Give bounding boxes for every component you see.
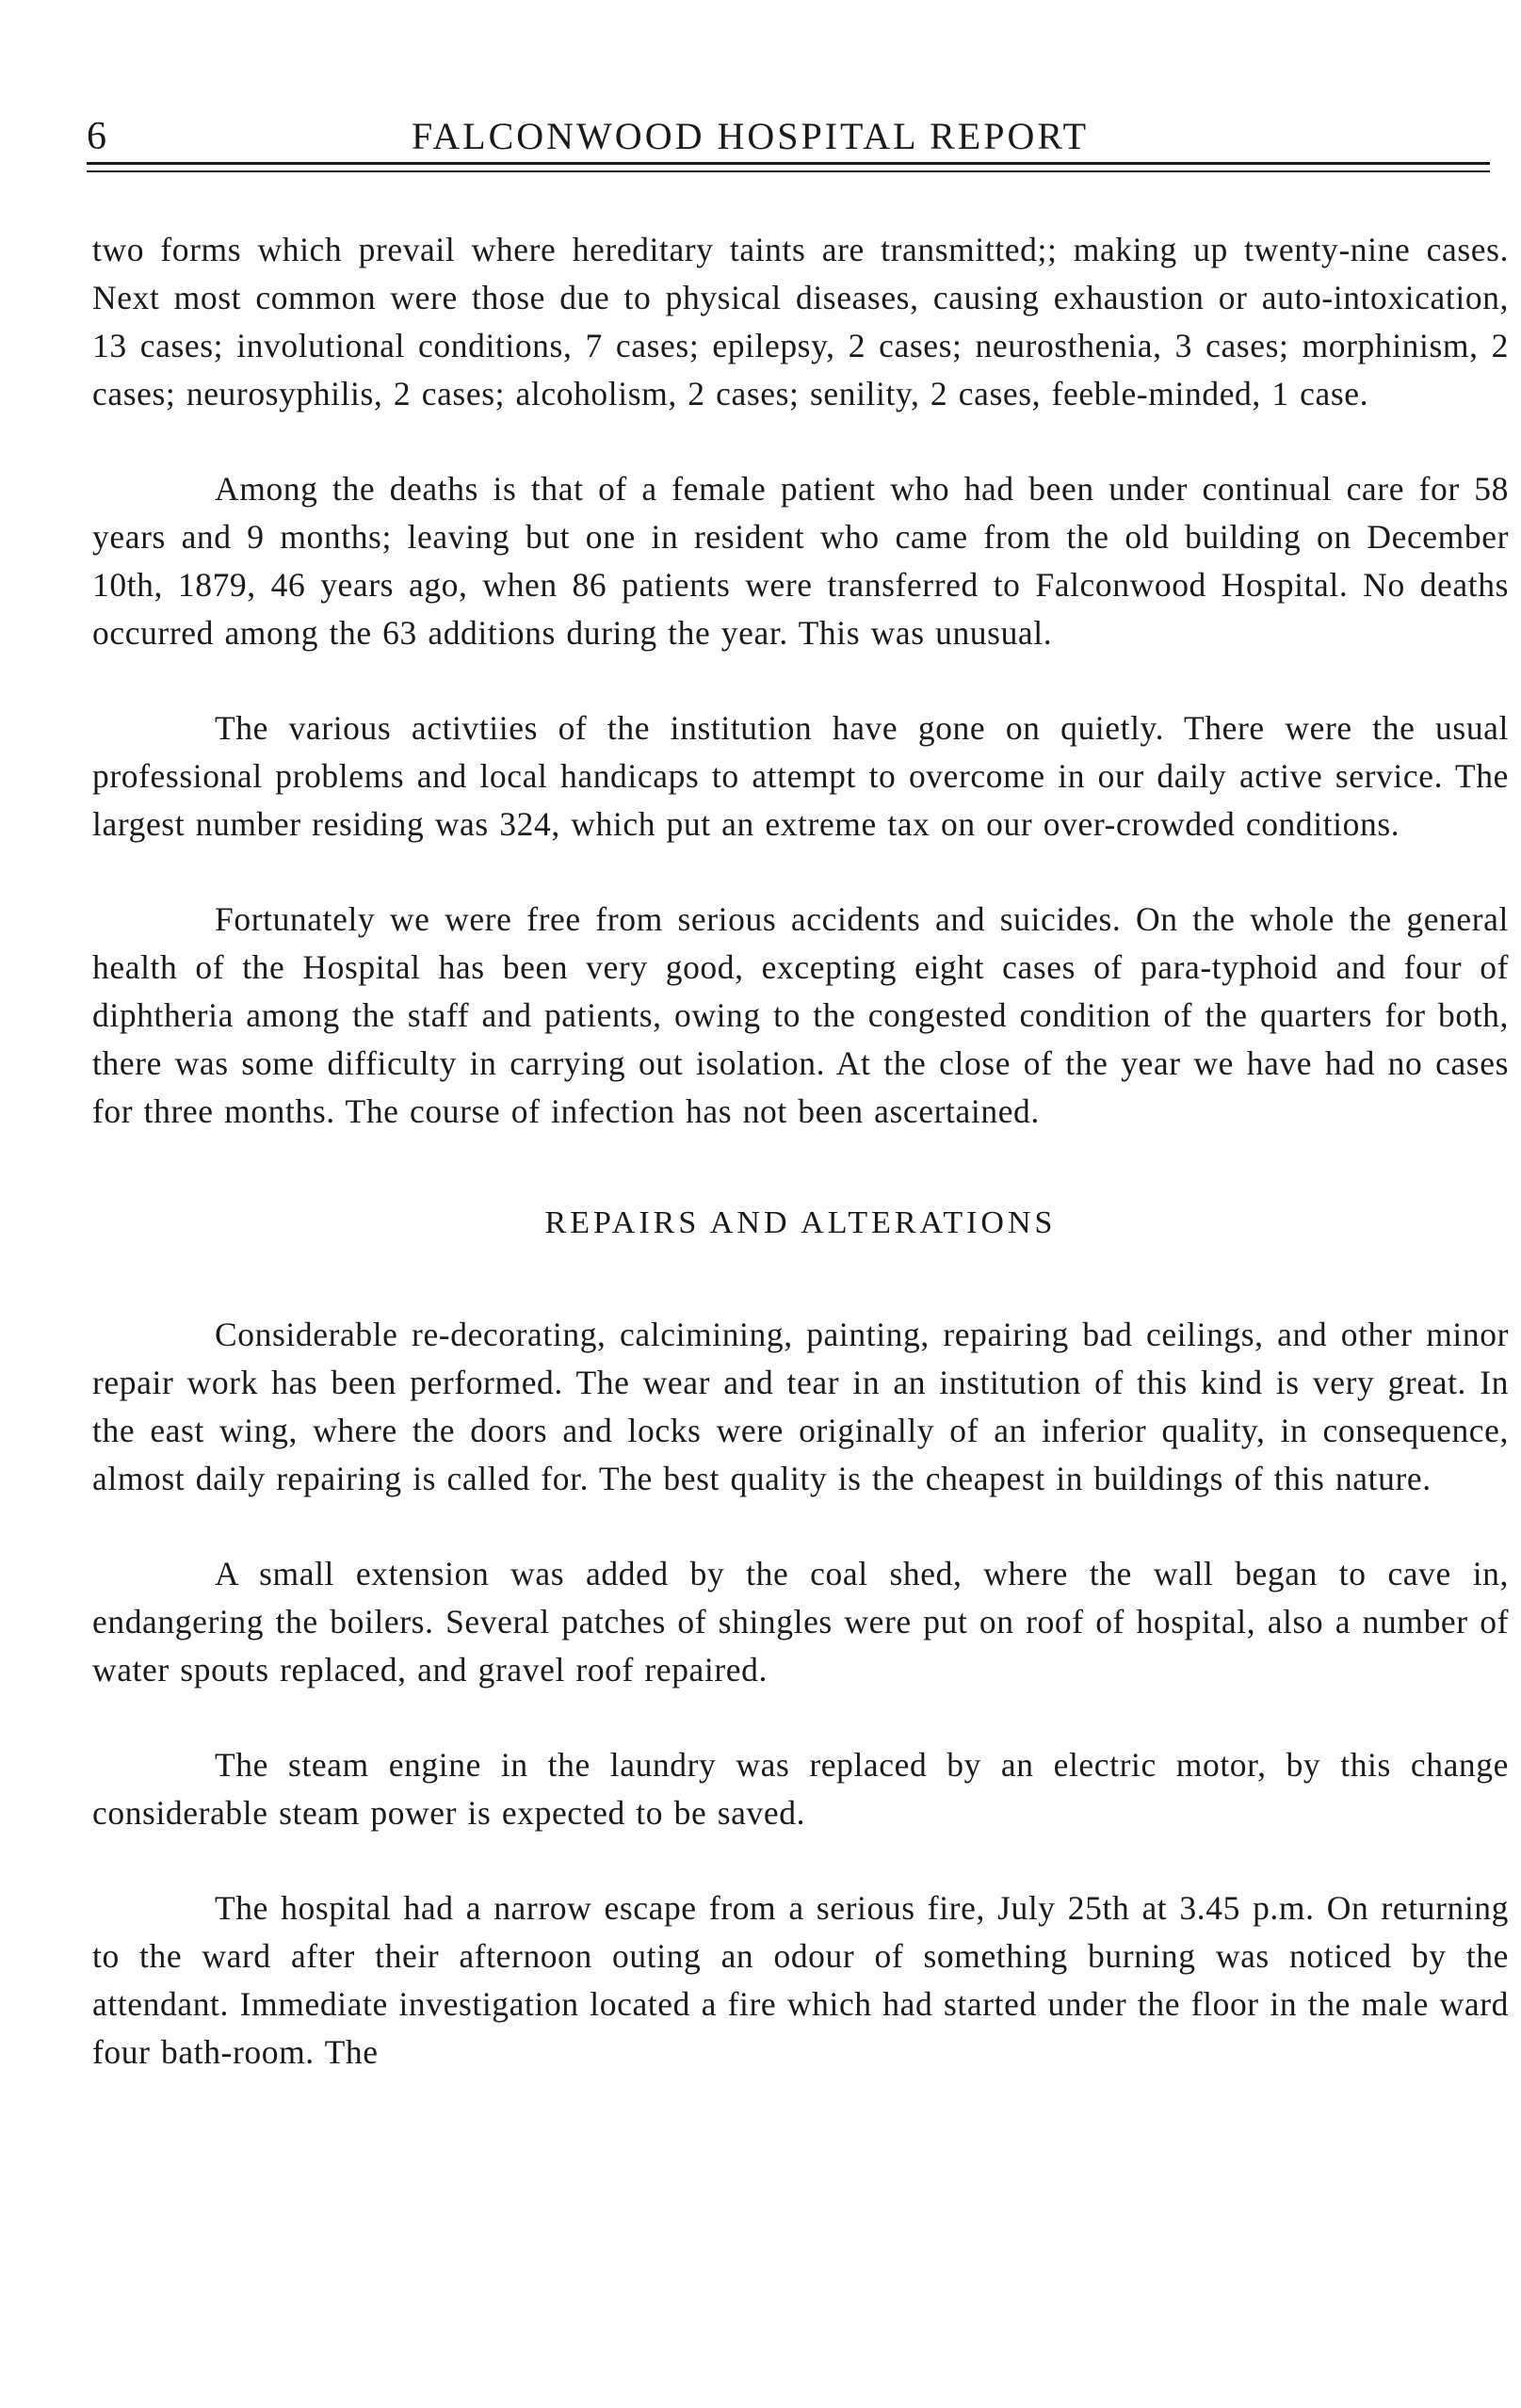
paragraph: A small extension was added by the coal shed, where the wall began to cave in, endangering the boilers. Several patches of shingles were put on roof of hospital, also a number of water spouts replaced, and gravel roof repaired. [92, 1555, 1509, 1689]
section-heading: REPAIRS AND ALTERATIONS [544, 1205, 1057, 1240]
page-header [87, 111, 1490, 168]
running-title: FALCONWOOD HOSPITAL REPORT [412, 115, 1090, 157]
header-rule [87, 170, 1490, 172]
paragraph: The various activtiies of the institution have gone on quietly. There were the usual professional problems and local handicaps to attempt to overcome in our daily active service. The largest number residing was 324, which put an extreme tax on our over-crowded conditions. [92, 709, 1509, 843]
paragraph: The hospital had a narrow escape from a serious fire, July 25th at 3.45 p.m. On returning to the ward after their afternoon outing an odour of something burning was noticed by the attendant. Immediate investigation located a fire which had started under the floor in the male ward four bath-room. The [92, 1889, 1509, 2071]
page-body [92, 226, 1509, 2077]
paragraph: Among the deaths is that of a female patient who had been under continual care for 58 years and 9 months; leaving but one in resident who came from the old building on December 10th, 1879, 46 years ago, when 86 patients were transferred to Falconwood Hospital. No deaths occurred among the 63 additions during the year. This was unusual. [92, 470, 1509, 652]
paragraph: The steam engine in the laundry was replaced by an electric motor, by this change considerable steam power is expected to be saved. [92, 1746, 1509, 1832]
paragraph: Considerable re-decorating, calcimining, painting, repairing bad ceilings, and other minor repair work has been performed. The wear and tear in an institution of this kind is very great. In the east wing, where the doors and locks were originally of an inferior quality, in consequence, almost daily repairing is called for. The best quality is the cheapest in buildings of this nature. [92, 1316, 1509, 1497]
page-number: 6 [87, 115, 107, 158]
header-rule [87, 162, 1490, 165]
paragraph: Fortunately we were free from serious accidents and suicides. On the whole the general health of the Hospital has been very good, excepting eight cases of para-typhoid and four of diphtheria among the staff and patients, owing to the congested condition of the quarters for both, there was some difficulty in carrying out isolation. At the close of the year we have had no cases for three months. The course of infection has not been ascertained. [92, 900, 1509, 1130]
paragraph: two forms which prevail where hereditary taints are transmitted;; making up twenty-nine cases. Next most common were those due to physical diseases, causing exhaustion or auto-intoxication, 13 cases; involutional conditions, 7 cases; epilepsy, 2 cases; neurosthenia, 3 cases; morphinism, 2 cases; neurosyphilis, 2 cases; alcoholism, 2 cases; senility, 2 cases, feeble-minded, 1 case. [92, 231, 1509, 412]
